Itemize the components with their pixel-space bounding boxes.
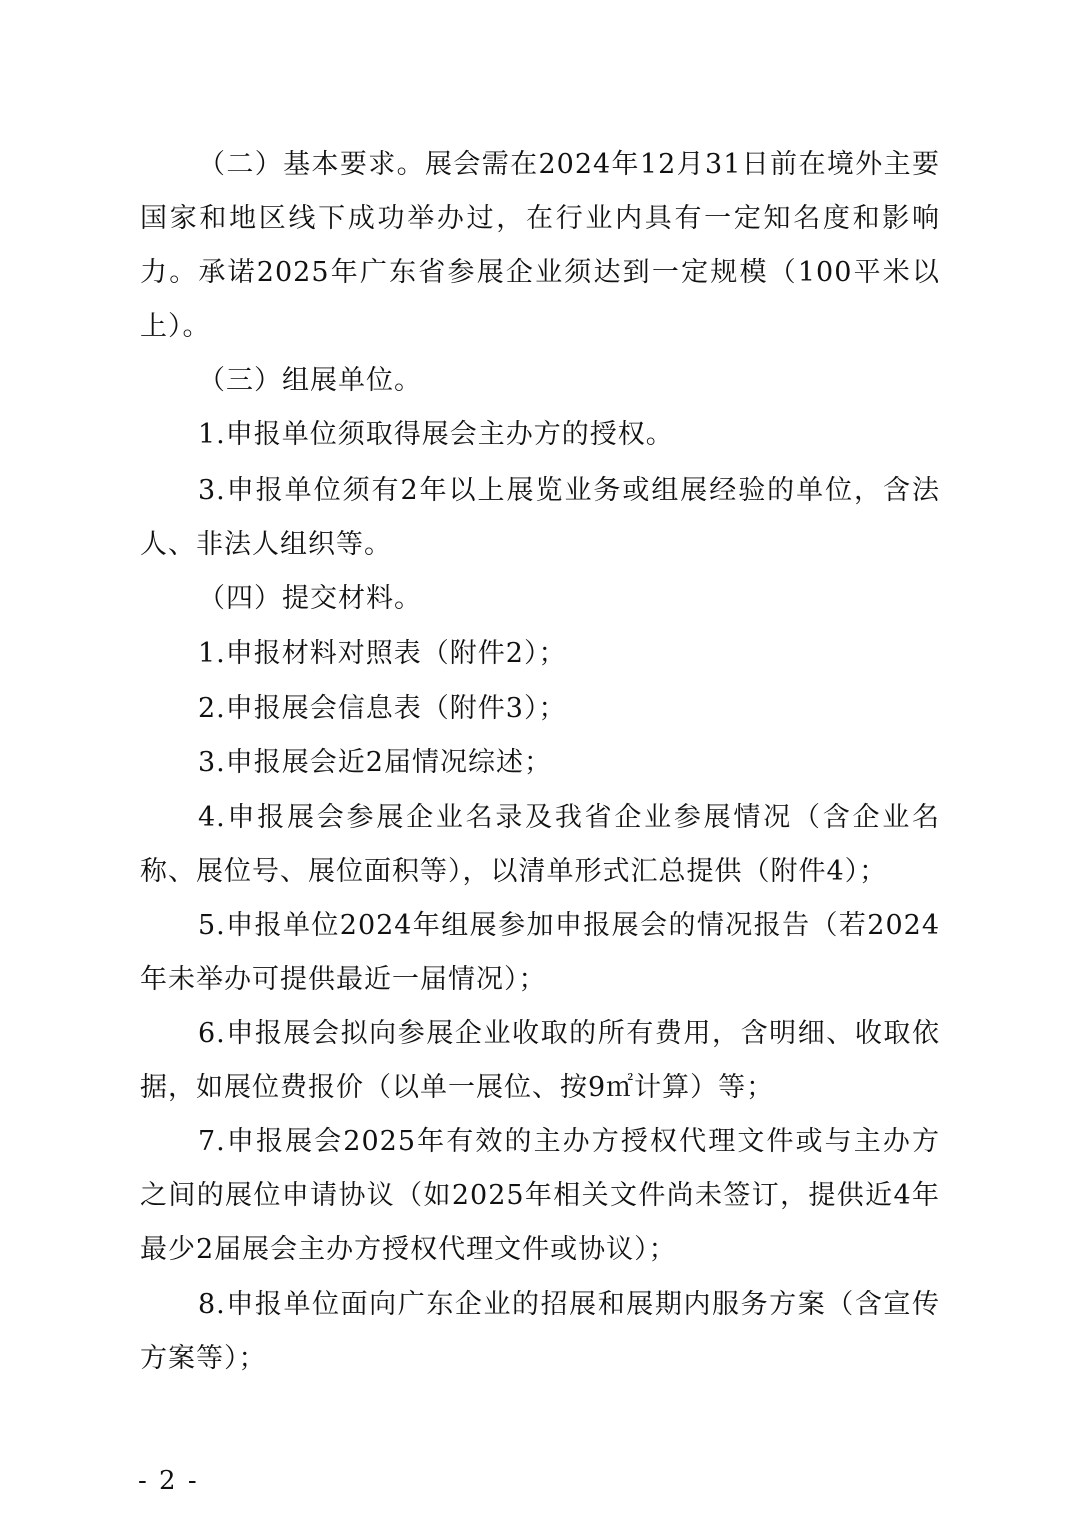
list-item-material-1: 1.申报材料对照表（附件2）；	[198, 638, 567, 669]
page-number: - 2 -	[138, 1466, 199, 1496]
heading-organizer: （三）组展单位。	[198, 365, 422, 396]
list-item-experience: 3.申报单位须有2年以上展览业务或组展经验的单位，含法人、非法人组织等。	[140, 475, 940, 560]
list-item-authorization: 1.申报单位须取得展会主办方的授权。	[198, 419, 674, 450]
list-item-material-2: 2.申报展会信息表（附件3）；	[198, 693, 567, 724]
list-item-material-8: 8.申报单位面向广东企业的招展和展期内服务方案（含宣传方案等）；	[140, 1289, 940, 1374]
heading-submission-materials: （四）提交材料。	[198, 583, 422, 614]
list-item-material-3: 3.申报展会近2届情况综述；	[198, 747, 552, 778]
list-item-material-4: 4.申报展会参展企业名录及我省企业参展情况（含企业名称、展位号、展位面积等），以清单形式汇总提供（附件4）；	[140, 802, 940, 887]
list-item-material-7: 7.申报展会2025年有效的主办方授权代理文件或与主办方之间的展位申请协议（如2025年相关文件尚未签订，提供近4年最少2届展会主办方授权代理文件或协议）；	[140, 1126, 940, 1265]
list-item-material-5: 5.申报单位2024年组展参加申报展会的情况报告（若2024年未举办可提供最近一届情况）；	[140, 910, 940, 995]
paragraph-basic-requirements: （二）基本要求。展会需在2024年12月31日前在境外主要国家和地区线下成功举办过，在行业内具有一定知名度和影响力。承诺2025年广东省参展企业须达到一定规模（100平米以上）。	[140, 149, 940, 342]
list-item-material-6: 6.申报展会拟向参展企业收取的所有费用，含明细、收取依据，如展位费报价（以单一展位、按9㎡计算）等；	[140, 1018, 940, 1103]
